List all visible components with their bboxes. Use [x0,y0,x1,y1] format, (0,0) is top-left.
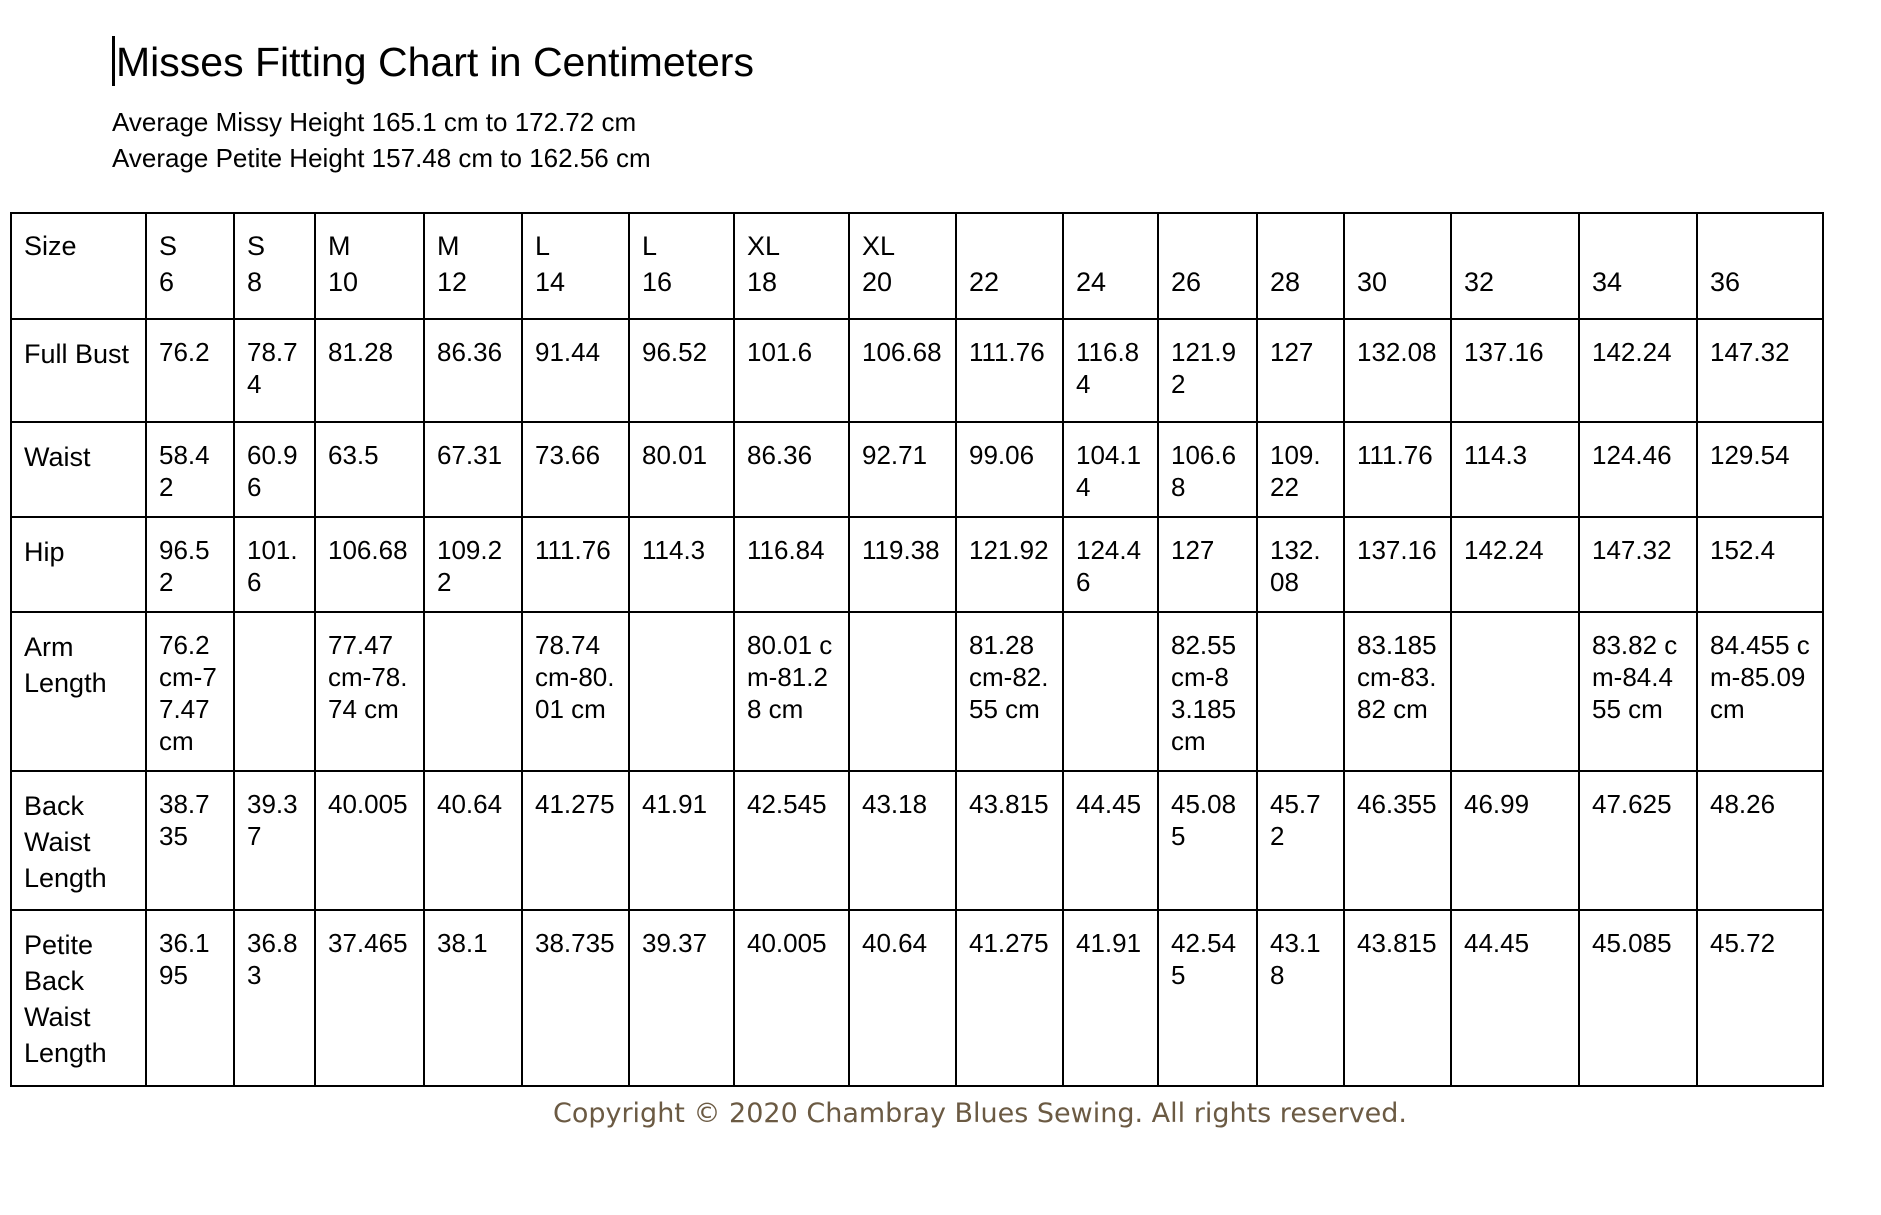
table-cell: 137.16 [1451,319,1579,422]
table-cell: 36.83 [234,910,315,1086]
size-column-header: 28 [1257,213,1344,319]
table-cell: 39.37 [234,771,315,910]
table-cell: 101.6 [734,319,849,422]
table-cell: 80.01 cm-81.28 cm [734,612,849,771]
size-column-header: 32 [1451,213,1579,319]
table-cell: 121.92 [956,517,1063,612]
table-cell: 132.08 [1344,319,1451,422]
size-column-header: XL 20 [849,213,956,319]
table-cell: 104.14 [1063,422,1158,517]
fitting-chart-table [10,212,1824,1087]
table-cell: 124.46 [1579,422,1697,517]
table-cell: 111.76 [956,319,1063,422]
subtitle-missy-height: Average Missy Height 165.1 cm to 172.72 cm [112,107,637,137]
subtitle [112,104,754,176]
table-cell: 86.36 [424,319,522,422]
table-cell: 121.92 [1158,319,1257,422]
table-cell: 114.3 [629,517,734,612]
table-cell: 45.72 [1697,910,1823,1086]
table-cell [1063,612,1158,771]
table-cell: 45.72 [1257,771,1344,910]
table-cell: 43.18 [849,771,956,910]
table-cell: 45.085 [1579,910,1697,1086]
table-cell: 48.26 [1697,771,1823,910]
table-cell: 109.22 [424,517,522,612]
table-cell: 45.085 [1158,771,1257,910]
size-column-header: L 16 [629,213,734,319]
table-cell: 127 [1257,319,1344,422]
table-row [11,771,1823,910]
table-cell: 116.84 [1063,319,1158,422]
table-cell: 78.74 [234,319,315,422]
table-cell: 116.84 [734,517,849,612]
table-cell: 96.52 [629,319,734,422]
table-cell: 43.815 [956,771,1063,910]
table-cell: 42.545 [1158,910,1257,1086]
row-label: Arm Length [11,612,146,771]
table-cell: 99.06 [956,422,1063,517]
table-body [11,213,1823,1086]
table-cell: 86.36 [734,422,849,517]
table-cell: 76.2 cm-77.47 cm [146,612,234,771]
row-label: Waist [11,422,146,517]
table-cell [424,612,522,771]
table-cell: 44.45 [1063,771,1158,910]
table-cell: 43.18 [1257,910,1344,1086]
table-row [11,319,1823,422]
table-cell: 60.96 [234,422,315,517]
table-cell: 101.6 [234,517,315,612]
table-cell: 132.08 [1257,517,1344,612]
row-label: Hip [11,517,146,612]
table-cell: 114.3 [1451,422,1579,517]
table-cell: 46.355 [1344,771,1451,910]
table-cell: 147.32 [1579,517,1697,612]
table-cell [629,612,734,771]
table-cell: 43.815 [1344,910,1451,1086]
table-cell: 39.37 [629,910,734,1086]
size-column-header: 26 [1158,213,1257,319]
size-column-header: 34 [1579,213,1697,319]
table-cell: 80.01 [629,422,734,517]
table-cell: 73.66 [522,422,629,517]
table-cell: 124.46 [1063,517,1158,612]
subtitle-petite-height: Average Petite Height 157.48 cm to 162.56 cm [112,143,651,173]
table-cell: 82.55 cm-83.185 cm [1158,612,1257,771]
row-label: Full Bust [11,319,146,422]
size-column-header: 36 [1697,213,1823,319]
table-cell: 40.005 [734,910,849,1086]
table-row [11,612,1823,771]
table-cell: 40.64 [424,771,522,910]
table-cell: 119.38 [849,517,956,612]
table-cell [1451,612,1579,771]
table-cell: 38.1 [424,910,522,1086]
document-header [112,30,754,176]
table-cell: 127 [1158,517,1257,612]
table-cell: 106.68 [1158,422,1257,517]
table-cell: 106.68 [315,517,424,612]
table-cell: 40.005 [315,771,424,910]
table-cell: 83.185 cm-83.82 cm [1344,612,1451,771]
size-column-header: M 12 [424,213,522,319]
table-cell [849,612,956,771]
size-column-header: M 10 [315,213,424,319]
table-cell: 137.16 [1344,517,1451,612]
table-cell: 42.545 [734,771,849,910]
table-cell: 78.74 cm-80.01 cm [522,612,629,771]
table-cell: 47.625 [1579,771,1697,910]
table-cell: 44.45 [1451,910,1579,1086]
table-cell: 92.71 [849,422,956,517]
table-cell: 40.64 [849,910,956,1086]
table-cell: 76.2 [146,319,234,422]
table-row [11,517,1823,612]
table-cell: 109.22 [1257,422,1344,517]
page-title: Misses Fitting Chart in Centimeters [116,39,754,85]
size-column-header: XL 18 [734,213,849,319]
table-cell: 84.455 cm-85.09 cm [1697,612,1823,771]
table-cell: 96.52 [146,517,234,612]
size-column-header: L 14 [522,213,629,319]
table-cell: 142.24 [1579,319,1697,422]
table-cell: 91.44 [522,319,629,422]
size-column-header: 24 [1063,213,1158,319]
size-column-header: 30 [1344,213,1451,319]
table-cell: 111.76 [1344,422,1451,517]
table-cell: 46.99 [1451,771,1579,910]
table-cell: 41.91 [629,771,734,910]
size-column-header: S 8 [234,213,315,319]
header-row [11,213,1823,319]
table-cell: 41.275 [956,910,1063,1086]
row-label: Petite Back Waist Length [11,910,146,1086]
table-cell: 63.5 [315,422,424,517]
table-cell: 38.735 [146,771,234,910]
table-cell: 36.195 [146,910,234,1086]
table-cell: 77.47 cm-78.74 cm [315,612,424,771]
table-cell: 129.54 [1697,422,1823,517]
table-cell: 67.31 [424,422,522,517]
row-label: Back Waist Length [11,771,146,910]
table-row [11,422,1823,517]
table-cell: 111.76 [522,517,629,612]
table-cell: 81.28 cm-82.55 cm [956,612,1063,771]
table-row [11,910,1823,1086]
size-column-header: 22 [956,213,1063,319]
table-cell: 38.735 [522,910,629,1086]
table-cell: 81.28 [315,319,424,422]
table-cell: 41.275 [522,771,629,910]
size-column-header: S 6 [146,213,234,319]
table-cell: 147.32 [1697,319,1823,422]
table-cell: 142.24 [1451,517,1579,612]
table-cell: 152.4 [1697,517,1823,612]
table-cell: 106.68 [849,319,956,422]
table-cell [1257,612,1344,771]
table-cell: 83.82 cm-84.455 cm [1579,612,1697,771]
table-cell: 41.91 [1063,910,1158,1086]
copyright-footer: Copyright © 2020 Chambray Blues Sewing. All rights reserved. [552,1098,1408,1129]
table-cell: 37.465 [315,910,424,1086]
table-cell: 58.42 [146,422,234,517]
table-cell [234,612,315,771]
size-header-cell: Size [11,213,146,319]
